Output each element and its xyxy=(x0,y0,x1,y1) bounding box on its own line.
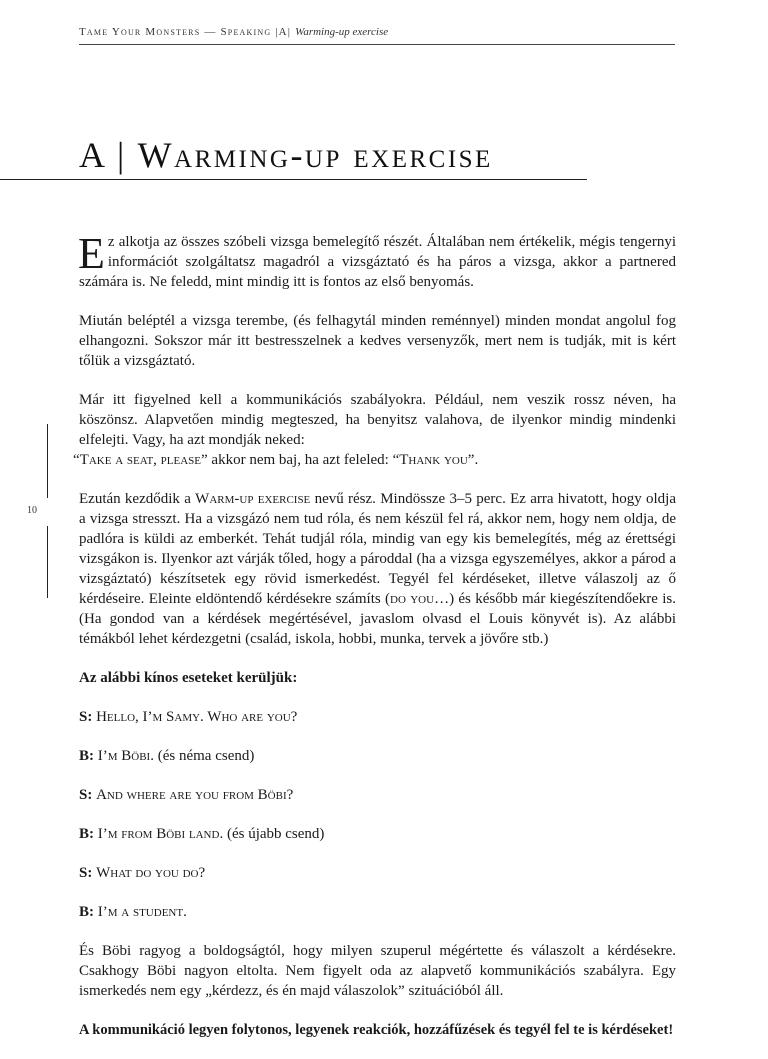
dialog-line xyxy=(79,902,676,922)
intro-paragraph xyxy=(78,229,676,292)
dialog-utterance: I’m Böbi. xyxy=(97,748,154,764)
quote-thank-you: Thank you xyxy=(399,452,468,468)
dialog-speaker: B: xyxy=(79,826,94,842)
closing-statement: A kommunikáció legyen folytonos, legyenek reakciók, hozzáfűzések és tegyél fel te is kérdéseket! xyxy=(79,1022,674,1038)
dialog-line xyxy=(79,824,676,844)
margin-rule-top xyxy=(47,424,48,498)
paragraph-3 xyxy=(73,390,676,470)
body-text xyxy=(73,229,676,1059)
drop-cap: E xyxy=(78,229,105,278)
dialog-block xyxy=(79,668,676,922)
quote-open: “ xyxy=(73,452,80,468)
header-sep: |A| xyxy=(271,26,296,38)
dialog-heading: Az alábbi kínos eseteket kerüljük: xyxy=(79,670,298,686)
margin-rule-bottom xyxy=(47,526,48,598)
paragraph-4 xyxy=(79,489,676,649)
dialog-line xyxy=(79,746,676,766)
dialog-speaker: S: xyxy=(79,865,93,881)
paragraph-2: Miután beléptél a vizsga terembe, (és felhagytál minden reménnyel) minden mondat angolul fog elhangozni. Sokszor már itt bestresszelnek a kedves versenyzők, mert nem is tudják, mit is kért tőlük a vizsgáztató. xyxy=(79,313,676,369)
running-header xyxy=(79,26,679,38)
dialog-speaker: S: xyxy=(79,787,93,803)
dialog-speaker: S: xyxy=(79,709,93,725)
term-warm-up: Warm-up exercise xyxy=(195,491,311,507)
dialog-utterance: Hello, I’m Samy. Who are you? xyxy=(96,709,298,725)
quote-close: ”. xyxy=(467,452,479,468)
paragraph-4-a: Ezután kezdődik a xyxy=(79,491,196,507)
quote-take-a-seat: Take a seat, please xyxy=(79,452,202,468)
page-number: 10 xyxy=(27,505,37,516)
dialog-line xyxy=(79,707,676,727)
header-dash: — xyxy=(200,26,221,38)
dialog-speaker: B: xyxy=(79,904,94,920)
chapter-title: A | Warming-up exercise xyxy=(79,135,493,175)
dialog-line xyxy=(79,785,676,805)
dialog-note: (és újabb csend) xyxy=(223,826,325,842)
term-do-you: do you… xyxy=(390,591,450,607)
header-chapter: Warming-up exercise xyxy=(295,26,389,38)
dialog-utterance: I’m a student. xyxy=(97,904,187,920)
intro-text: z alkotja az összes szóbeli vizsga bemelegítő részét. Általában nem értékelik, mégis tengernyi információt szolgáltatsz magadról a vizsgáztató és ha páros a vizsga, akkor a partnered számára is. Ne feledd, mint mindig itt is fontos az első benyomás. xyxy=(79,234,676,290)
dialog-utterance: What do you do? xyxy=(96,865,206,881)
dialog-utterance: And where are you from Böbi? xyxy=(96,787,294,803)
title-rule xyxy=(0,179,587,180)
paragraph-4-c: ) és később már kiegészítendőekre is. (Ha gondod van a kérdések megértésével, javaslom olvasd el Louis könyvét is). Az alábbi témákból lehet kérdezgetni (család, iskola, hobbi, munka, tervek a jövőre stb.) xyxy=(79,591,676,647)
dialog-line xyxy=(79,863,676,883)
dialog-speaker: B: xyxy=(79,748,94,764)
header-section: Speaking xyxy=(220,26,272,38)
paragraph-4-b: nevű rész. Mindössze 3–5 perc. Ez arra hivatott, hogy oldja a vizsga stresszt. Ha a vizsgázó nem tud róla, és nem készül fel rá, akkor nem, hogy nem oldja, de padlóra is küldi az emberkét. Tehát tudjál róla, mindig van egy kis bemelegítés, még az érettségi vizsgákon is. Ilyenkor azt várják tőled, hogy a pároddal (ha a vizsga egyszemélyes, akkor a párod a vizsgáztató) készítsetek egy rövid ismerkedést. Tegyél fel kérdéseket, illetve válaszolj az ő kérdéseire. Eleinte eldöntendő kérdésekre számíts ( xyxy=(79,491,676,607)
dialog-note: (és néma csend) xyxy=(153,748,255,764)
paragraph-5: És Böbi ragyog a boldogságtól, hogy milyen szuperul mégértette és válaszolt a kérdésekre. Csakhogy Böbi nagyon eltolta. Nem figyelt oda az alapvető kommunikációs szabályra. Egy ismerkedés nem egy „kérdezz, és én majd válaszolok” szituációból áll. xyxy=(79,943,676,999)
header-book: Tame Your Monsters xyxy=(79,26,201,38)
quote-line xyxy=(73,452,478,468)
dialog-utterance: I’m from Böbi land. xyxy=(97,826,224,842)
header-rule xyxy=(79,44,675,45)
paragraph-3-text: Már itt figyelned kell a kommunikációs szabályokra. Például, nem veszik rossz néven, ha köszönsz. Alapvetően mindig megteszed, ha benyitsz valahova, de ilyenkor mindig mindenki elfelejti. Vagy, ha azt mondják neked: xyxy=(79,392,676,448)
quote-middle: ” akkor nem baj, ha azt feleled: “ xyxy=(201,452,400,468)
